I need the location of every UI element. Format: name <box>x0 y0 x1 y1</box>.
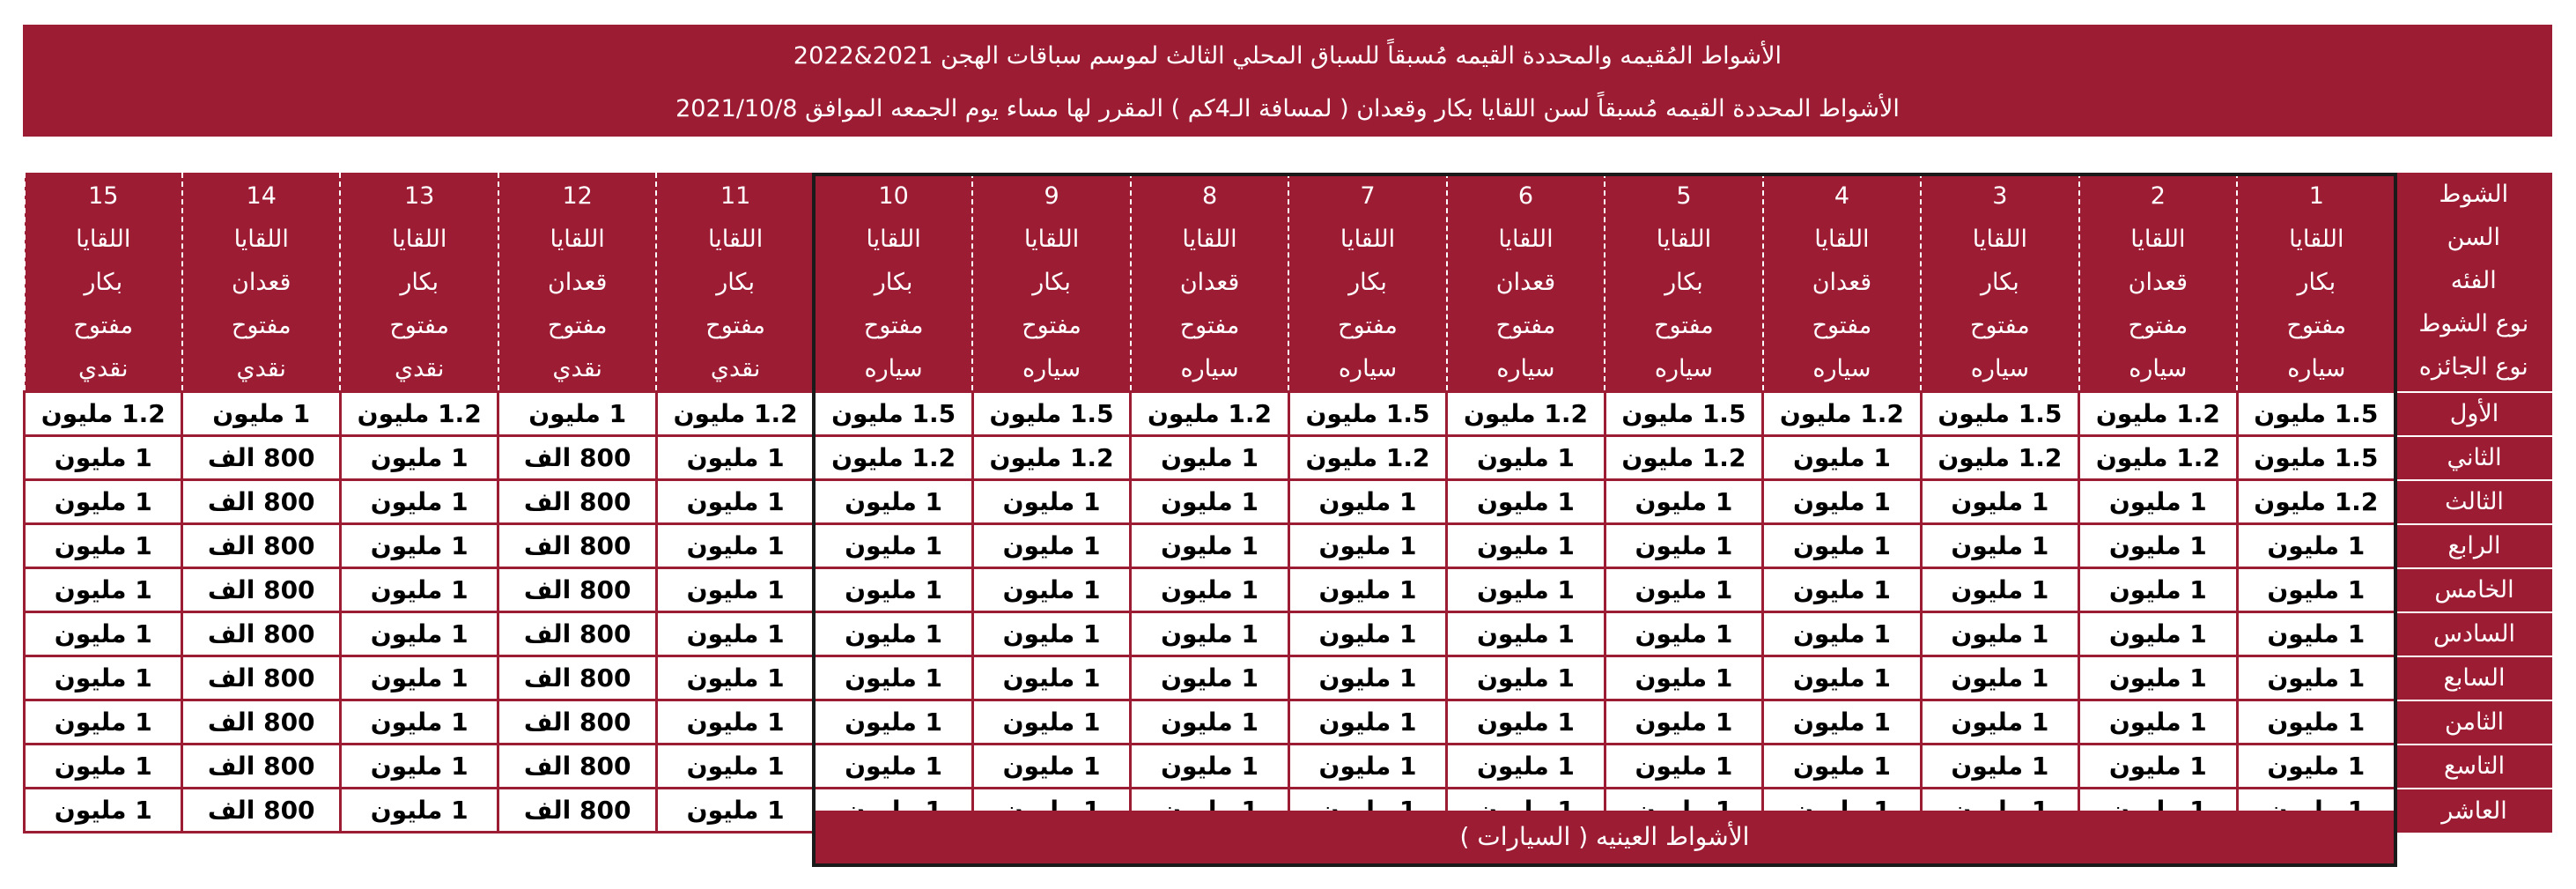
label-prize-type: نوع الجائزه <box>2418 353 2528 381</box>
prize-cell: 1 مليون <box>2237 656 2395 700</box>
race-header-6 <box>1447 173 1605 392</box>
prize-cell: 1.2 مليون <box>2237 480 2395 524</box>
prize-cell: 800 الف <box>182 524 340 568</box>
prize-cell: 1 مليون <box>1921 568 2078 612</box>
prize-cell: 1 مليون <box>2079 656 2237 700</box>
prize-cell: 1 مليون <box>656 612 814 656</box>
race-prize-type: سياره <box>1970 355 2029 382</box>
prize-cell: 1 مليون <box>1763 436 1921 480</box>
prize-cell: 1 مليون <box>972 568 1130 612</box>
prize-cell: 800 الف <box>498 745 656 789</box>
prize-cell: 1.2 مليون <box>1131 392 1288 436</box>
prize-cell: 1 مليون <box>972 524 1130 568</box>
race-category: قعدان <box>2128 269 2188 296</box>
prize-cell: 1 مليون <box>1131 656 1288 700</box>
prize-cell: 1 مليون <box>1763 656 1921 700</box>
prize-cell: 1 مليون <box>656 436 814 480</box>
prize-cell: 1.2 مليون <box>1288 436 1446 480</box>
title-banner <box>23 25 2552 137</box>
place-label: السابع <box>2395 656 2552 700</box>
prize-cell: 1.2 مليون <box>2079 436 2237 480</box>
prize-cell: 1 مليون <box>1605 480 1762 524</box>
prize-cell: 1.2 مليون <box>2079 392 2237 436</box>
prize-cell: 1 مليون <box>1288 568 1446 612</box>
race-number: 15 <box>88 182 119 210</box>
race-number: 14 <box>246 182 277 210</box>
prize-cell: 1 مليون <box>1921 612 2078 656</box>
prize-cell: 1 مليون <box>25 700 182 745</box>
place-row <box>25 392 2553 436</box>
prize-cell: 1 مليون <box>656 524 814 568</box>
race-age: اللقايا <box>1656 226 1712 253</box>
race-category: بكار <box>874 269 913 296</box>
prize-cell: 1 مليون <box>1605 524 1762 568</box>
prize-cell: 1.5 مليون <box>1921 392 2078 436</box>
race-header-9 <box>972 173 1130 392</box>
prize-cell: 1 مليون <box>1131 745 1288 789</box>
race-number: 5 <box>1676 182 1692 210</box>
race-prize-type: سياره <box>1022 355 1081 382</box>
prize-cell: 1 مليون <box>2237 700 2395 745</box>
race-header-13 <box>340 173 498 392</box>
prize-cell: 1.2 مليون <box>815 436 972 480</box>
race-type: مفتوح <box>73 312 134 339</box>
place-row <box>25 436 2553 480</box>
race-header-7 <box>1288 173 1446 392</box>
prize-cell: 800 الف <box>498 656 656 700</box>
race-prize-type: نقدي <box>552 355 602 382</box>
prize-cell: 1 مليون <box>1131 480 1288 524</box>
race-type: مفتوح <box>547 312 608 339</box>
prize-cell: 800 الف <box>498 789 656 833</box>
race-category: بكار <box>1981 269 2019 296</box>
race-type: مفتوح <box>1654 312 1714 339</box>
race-header-11 <box>656 173 814 392</box>
prize-cell: 1 مليون <box>340 700 498 745</box>
race-number: 6 <box>1517 182 1534 210</box>
race-prize-type: سياره <box>2129 355 2188 382</box>
prize-cell: 1 مليون <box>340 568 498 612</box>
label-shawt: الشوط <box>2439 181 2509 208</box>
header-row <box>25 173 2553 392</box>
race-header-8 <box>1131 173 1288 392</box>
prize-cell: 800 الف <box>498 524 656 568</box>
race-type: مفتوح <box>705 312 765 339</box>
prize-cell: 1 مليون <box>2079 612 2237 656</box>
place-row <box>25 612 2553 656</box>
label-category: الفئه <box>2450 267 2497 294</box>
prize-cell: 1 مليون <box>972 480 1130 524</box>
prize-cell: 1 مليون <box>340 524 498 568</box>
prize-cell: 1 مليون <box>1288 745 1446 789</box>
prize-cell: 1 مليون <box>25 480 182 524</box>
prize-cell: 1 مليون <box>1605 700 1762 745</box>
race-category: بكار <box>1348 269 1387 296</box>
title-line-1: الأشواط المُقيمه والمحددة القيمه مُسبقاً للسباق المحلي الثالث لموسم سباقات الهجن 2021&2022 <box>793 42 1783 70</box>
race-age: اللقايا <box>1023 226 1080 253</box>
race-prize-type: سياره <box>2287 355 2346 382</box>
prize-cell: 1 مليون <box>1763 480 1921 524</box>
prize-cell: 800 الف <box>182 745 340 789</box>
race-header-10 <box>815 173 972 392</box>
prize-cell: 1 مليون <box>1447 656 1605 700</box>
place-label: الخامس <box>2395 568 2552 612</box>
race-number: 1 <box>2308 182 2324 210</box>
place-row <box>25 480 2553 524</box>
race-number: 12 <box>562 182 593 210</box>
prize-cell: 1 مليون <box>25 745 182 789</box>
prize-cell: 1 مليون <box>1605 745 1762 789</box>
label-race-type: نوع الشوط <box>2418 310 2529 337</box>
prize-cell: 1 مليون <box>340 436 498 480</box>
race-type: مفتوح <box>2128 312 2188 339</box>
race-category: قعدان <box>1812 269 1872 296</box>
prize-cell: 1 مليون <box>340 480 498 524</box>
race-type: مفتوح <box>1812 312 1872 339</box>
place-label: الثاني <box>2395 436 2552 480</box>
race-type: مفتوح <box>1970 312 2030 339</box>
race-header-12 <box>498 173 656 392</box>
prize-cell: 1 مليون <box>656 700 814 745</box>
race-type: مفتوح <box>863 312 924 339</box>
prize-cell: 1.5 مليون <box>815 392 972 436</box>
race-type: مفتوح <box>1495 312 1556 339</box>
race-header-14 <box>182 173 340 392</box>
race-age: اللقايا <box>1814 226 1870 253</box>
prize-cell: 1 مليون <box>1131 436 1288 480</box>
race-number: 9 <box>1044 182 1059 210</box>
prize-cell: 1 مليون <box>1763 524 1921 568</box>
prize-cell: 1 مليون <box>25 789 182 833</box>
prize-cell: 800 الف <box>182 656 340 700</box>
race-age: اللقايا <box>1498 226 1554 253</box>
race-header-5 <box>1605 173 1762 392</box>
race-age: اللقايا <box>2130 226 2186 253</box>
prize-cell: 1 مليون <box>2237 568 2395 612</box>
race-prize-type: نقدي <box>236 355 286 382</box>
race-prize-type: نقدي <box>78 355 129 382</box>
prize-cell: 1 مليون <box>972 745 1130 789</box>
race-age: اللقايا <box>1972 226 2028 253</box>
prize-cell: 1 مليون <box>1288 480 1446 524</box>
race-header-4 <box>1763 173 1921 392</box>
race-prize-type: سياره <box>1180 355 1239 382</box>
prize-cell: 1 مليون <box>1763 612 1921 656</box>
prize-cell: 1 مليون <box>1921 480 2078 524</box>
race-header-1 <box>2237 173 2395 392</box>
prize-cell: 1.5 مليون <box>2237 436 2395 480</box>
race-category: بكار <box>1032 269 1071 296</box>
place-label: العاشر <box>2395 789 2552 833</box>
prize-cell: 1 مليون <box>1288 524 1446 568</box>
prize-cell: 1 مليون <box>815 524 972 568</box>
prize-cell: 1.2 مليون <box>972 436 1130 480</box>
race-number: 7 <box>1360 182 1376 210</box>
prize-cell: 1 مليون <box>25 568 182 612</box>
place-label: الثامن <box>2395 700 2552 745</box>
race-type: مفتوح <box>1022 312 1081 339</box>
race-age: اللقايا <box>707 226 764 253</box>
place-label: الرابع <box>2395 524 2552 568</box>
prize-cell: 1 مليون <box>815 700 972 745</box>
race-age: اللقايا <box>76 226 131 253</box>
race-type: مفتوح <box>231 312 292 339</box>
prize-cell: 1.2 مليون <box>1763 392 1921 436</box>
place-row <box>25 568 2553 612</box>
place-label: الثالث <box>2395 480 2552 524</box>
race-number: 3 <box>1992 182 2008 210</box>
car-prizes-footer: الأشواط العينيه ( السيارات ) <box>816 811 2394 863</box>
race-age: اللقايا <box>1182 226 1237 253</box>
race-prize-type: سياره <box>1338 355 1398 382</box>
prize-cell: 1 مليون <box>1447 524 1605 568</box>
race-number: 8 <box>1201 182 1218 210</box>
race-number: 10 <box>878 182 909 210</box>
race-category: قعدان <box>1179 269 1240 296</box>
prize-cell: 1.2 مليون <box>656 392 814 436</box>
prize-cell: 1 مليون <box>656 480 814 524</box>
title-line-2: الأشواط المحددة القيمه مُسبقاً لسن اللقايا بكار وقعدان ( لمسافة الـ4كم ) المقرر لها مساء يوم الجمعه الموافق 2021/10/8 <box>675 95 1900 122</box>
race-number: 2 <box>2150 182 2166 210</box>
prize-cell: 1 مليون <box>656 656 814 700</box>
race-header-15 <box>25 173 182 392</box>
prize-cell: 1 مليون <box>1921 700 2078 745</box>
race-header-3 <box>1921 173 2078 392</box>
prize-cell: 1 مليون <box>972 656 1130 700</box>
prize-cell: 1 مليون <box>340 656 498 700</box>
prize-cell: 1 مليون <box>1288 700 1446 745</box>
prize-cell: 800 الف <box>498 436 656 480</box>
prize-cell: 1 مليون <box>498 392 656 436</box>
prize-cell: 1.2 مليون <box>1921 436 2078 480</box>
prize-cell: 1.2 مليون <box>340 392 498 436</box>
prize-cell: 1.5 مليون <box>1605 392 1762 436</box>
prize-cell: 1 مليون <box>2237 612 2395 656</box>
prize-cell: 1 مليون <box>815 656 972 700</box>
prize-cell: 800 الف <box>182 612 340 656</box>
place-row <box>25 700 2553 745</box>
race-age: اللقايا <box>550 226 605 253</box>
race-type: مفتوح <box>1338 312 1398 339</box>
race-type: مفتوح <box>389 312 450 339</box>
prize-cell: 800 الف <box>182 480 340 524</box>
race-prize-type: سياره <box>1654 355 1714 382</box>
prize-cell: 1 مليون <box>1131 700 1288 745</box>
prize-cell: 1 مليون <box>1921 524 2078 568</box>
race-prize-type: سياره <box>864 355 923 382</box>
prize-cell: 800 الف <box>182 700 340 745</box>
place-label: التاسع <box>2395 745 2552 789</box>
prize-cell: 1 مليون <box>656 568 814 612</box>
prize-cell: 1 مليون <box>656 789 814 833</box>
prize-cell: 800 الف <box>182 436 340 480</box>
race-age: اللقايا <box>233 226 289 253</box>
prize-cell: 1.2 مليون <box>25 392 182 436</box>
race-category: قعدان <box>547 269 608 296</box>
label-age: السن <box>2447 224 2500 251</box>
prize-cell: 1 مليون <box>1131 568 1288 612</box>
prize-cell: 800 الف <box>498 480 656 524</box>
prize-cell: 1 مليون <box>972 700 1130 745</box>
prize-cell: 1 مليون <box>815 745 972 789</box>
prize-cell: 800 الف <box>498 612 656 656</box>
prize-cell: 1 مليون <box>815 480 972 524</box>
prize-cell: 1 مليون <box>182 392 340 436</box>
race-prize-type: سياره <box>1496 355 1555 382</box>
race-number: 11 <box>720 182 751 210</box>
prize-cell: 1.5 مليون <box>1288 392 1446 436</box>
prize-cell: 1.2 مليون <box>1447 392 1605 436</box>
prize-cell: 1 مليون <box>25 436 182 480</box>
race-age: اللقايا <box>2289 226 2344 253</box>
race-type: مفتوح <box>2286 312 2347 339</box>
prize-cell: 1 مليون <box>1447 480 1605 524</box>
race-category: بكار <box>84 269 123 296</box>
prize-cell: 1 مليون <box>1288 612 1446 656</box>
race-age: اللقايا <box>392 226 447 253</box>
race-number: 13 <box>404 182 435 210</box>
prize-cell: 1 مليون <box>2237 745 2395 789</box>
race-age: اللقايا <box>1340 226 1396 253</box>
prize-table <box>23 173 2552 833</box>
prize-cell: 1 مليون <box>2079 480 2237 524</box>
race-category: بكار <box>2297 269 2336 296</box>
prize-cell: 1 مليون <box>2079 524 2237 568</box>
race-category: بكار <box>400 269 439 296</box>
prize-cell: 1 مليون <box>1921 745 2078 789</box>
prize-cell: 1 مليون <box>1447 436 1605 480</box>
prize-cell: 1 مليون <box>815 568 972 612</box>
prize-cell: 1 مليون <box>972 612 1130 656</box>
race-age: اللقايا <box>866 226 921 253</box>
prize-cell: 1 مليون <box>2079 700 2237 745</box>
prize-cell: 1.5 مليون <box>2237 392 2395 436</box>
prize-cell: 1 مليون <box>656 745 814 789</box>
prize-cell: 1 مليون <box>815 612 972 656</box>
row-labels-cell <box>2395 173 2552 392</box>
race-category: قعدان <box>1495 269 1556 296</box>
race-prize-type: سياره <box>1812 355 1871 382</box>
prize-cell: 1 مليون <box>25 612 182 656</box>
prize-cell: 1 مليون <box>2237 524 2395 568</box>
prize-cell: 1 مليون <box>1605 568 1762 612</box>
place-row <box>25 656 2553 700</box>
prize-cell: 1 مليون <box>340 789 498 833</box>
prize-cell: 1 مليون <box>1921 656 2078 700</box>
prize-cell: 1 مليون <box>1763 700 1921 745</box>
prize-cell: 1 مليون <box>1447 568 1605 612</box>
place-label: الأول <box>2395 392 2552 436</box>
race-prize-type: نقدي <box>394 355 445 382</box>
prize-cell: 800 الف <box>182 568 340 612</box>
prize-cell: 1 مليون <box>340 612 498 656</box>
race-number: 4 <box>1834 182 1849 210</box>
prize-cell: 800 الف <box>498 568 656 612</box>
prize-cell: 1 مليون <box>1447 745 1605 789</box>
prize-cell: 1 مليون <box>1447 612 1605 656</box>
prize-cell: 1 مليون <box>25 656 182 700</box>
prize-cell: 1 مليون <box>1288 656 1446 700</box>
prize-cell: 800 الف <box>182 789 340 833</box>
race-type: مفتوح <box>1179 312 1240 339</box>
race-category: قعدان <box>232 269 292 296</box>
prize-cell: 1 مليون <box>340 745 498 789</box>
prize-cell: 1 مليون <box>1131 524 1288 568</box>
race-header-2 <box>2079 173 2237 392</box>
prize-cell: 1 مليون <box>1447 700 1605 745</box>
prize-cell: 1 مليون <box>1605 656 1762 700</box>
prize-cell: 1 مليون <box>1763 568 1921 612</box>
prize-cell: 1 مليون <box>2079 568 2237 612</box>
prize-cell: 1 مليون <box>2079 745 2237 789</box>
race-category: بكار <box>716 269 755 296</box>
prize-cell: 1 مليون <box>1131 612 1288 656</box>
prize-cell: 1.2 مليون <box>1605 436 1762 480</box>
place-row <box>25 745 2553 789</box>
place-row <box>25 524 2553 568</box>
place-label: السادس <box>2395 612 2552 656</box>
prize-cell: 1 مليون <box>25 524 182 568</box>
prize-cell: 1.5 مليون <box>972 392 1130 436</box>
prize-cell: 1 مليون <box>1605 612 1762 656</box>
race-category: بكار <box>1664 269 1703 296</box>
race-prize-type: نقدي <box>710 355 761 382</box>
prize-cell: 1 مليون <box>1763 745 1921 789</box>
prize-cell: 800 الف <box>498 700 656 745</box>
